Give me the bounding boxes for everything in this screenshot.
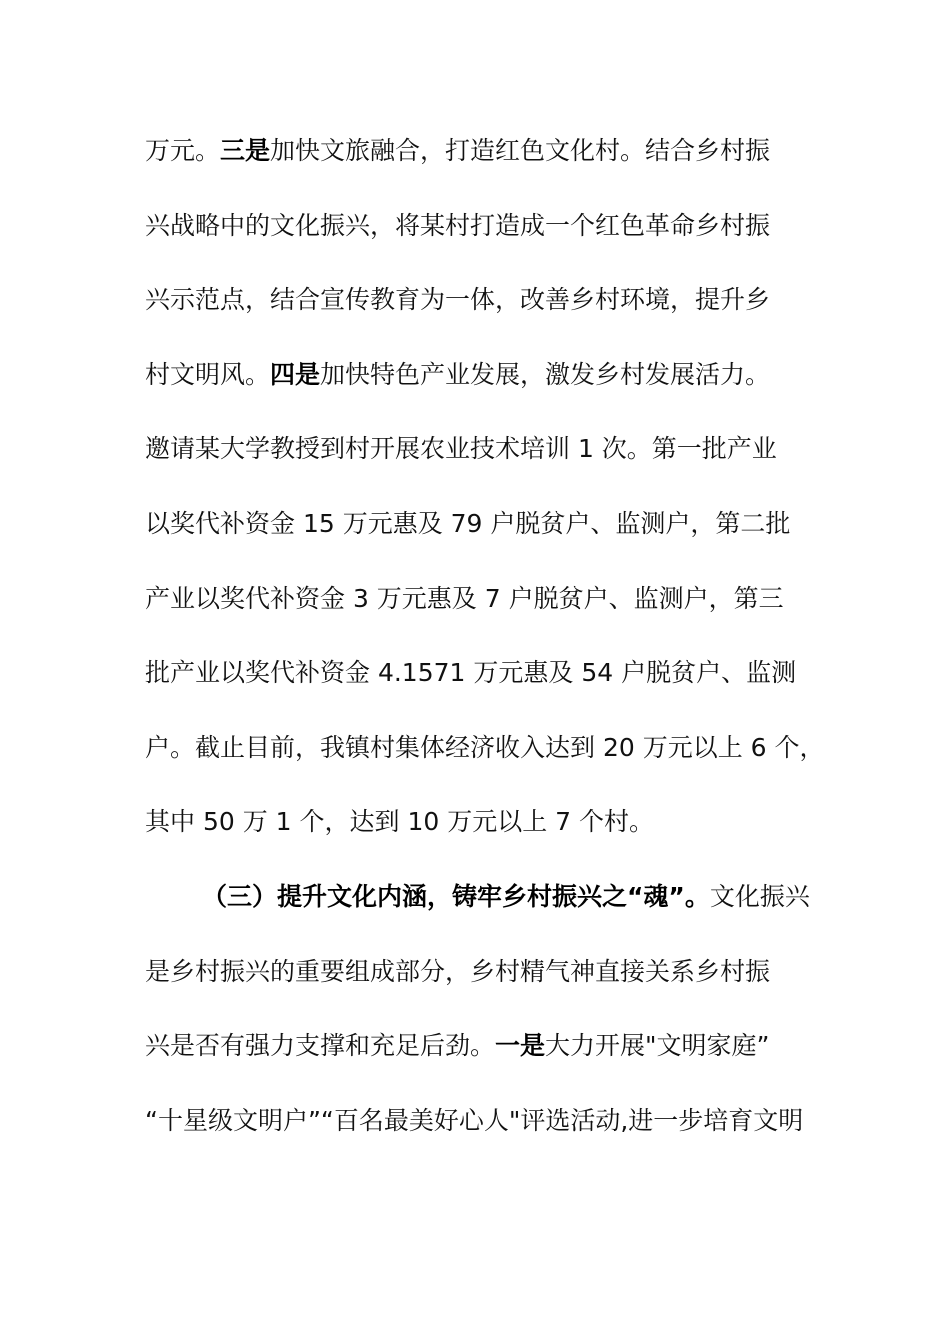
- paragraph-line: [145, 1029, 769, 1063]
- paragraph-line: [145, 134, 770, 168]
- text-segment: 户。截止目前，我镇村集体经济收入达到 20 万元以上 6 个，: [145, 732, 825, 762]
- text-segment: 以奖代补资金 15 万元惠及 79 户脱贫户、监测户，第二批: [145, 509, 791, 538]
- text-segment: 兴战略中的文化振兴，将某村打造成一个红色革命乡村振: [145, 210, 771, 240]
- paragraph-line: [145, 955, 770, 989]
- text-segment: 大力开展"文明家庭”: [545, 1031, 770, 1061]
- text-segment: 万元。: [145, 136, 221, 165]
- text-segment: 加快特色产业发展，激发乡村发展活力。: [320, 359, 771, 389]
- bold-text-segment: 三是: [220, 136, 271, 165]
- text-segment: 村文明风。: [145, 359, 271, 389]
- paragraph-line: [145, 805, 654, 839]
- paragraph-line: [145, 209, 770, 243]
- text-segment: 兴示范点，结合宣传教育为一体，改善乡村环境，提升乡: [145, 285, 771, 315]
- paragraph-line: [145, 731, 825, 765]
- section-heading-line: [202, 880, 810, 914]
- text-segment: 是乡村振兴的重要组成部分，乡村精气神直接关系乡村振: [145, 956, 771, 986]
- paragraph-line: [145, 283, 770, 317]
- bold-text-segment: 一是: [495, 1031, 546, 1061]
- paragraph-line: [145, 432, 777, 466]
- text-segment: 批产业以奖代补资金 4.1571 万元惠及 54 户脱贫户、监测: [145, 658, 797, 688]
- bold-text-segment: （三）提升文化内涵，铸牢乡村振兴之“魂”。: [202, 882, 710, 911]
- text-segment: “十星级文明户”“百名最美好心人"评选活动,进一步培育文明: [145, 1105, 804, 1135]
- text-segment: 邀请某大学教授到村开展农业技术培训 1 次。第一批产业: [145, 434, 777, 464]
- text-segment: 兴是否有强力支撑和充足后劲。: [145, 1031, 496, 1061]
- text-segment: 文化振兴: [709, 882, 810, 911]
- paragraph-line: [145, 582, 784, 616]
- paragraph-line: [145, 507, 790, 541]
- text-segment: 其中 50 万 1 个，达到 10 万元以上 7 个村。: [145, 807, 655, 837]
- paragraph-line: [145, 358, 770, 392]
- text-segment: 产业以奖代补资金 3 万元惠及 7 户脱贫户、监测户，第三: [145, 583, 784, 613]
- bold-text-segment: 四是: [270, 359, 321, 389]
- paragraph-line: [145, 656, 796, 690]
- paragraph-line: [145, 1104, 803, 1138]
- text-segment: 加快文旅融合，打造红色文化村。结合乡村振: [270, 136, 771, 165]
